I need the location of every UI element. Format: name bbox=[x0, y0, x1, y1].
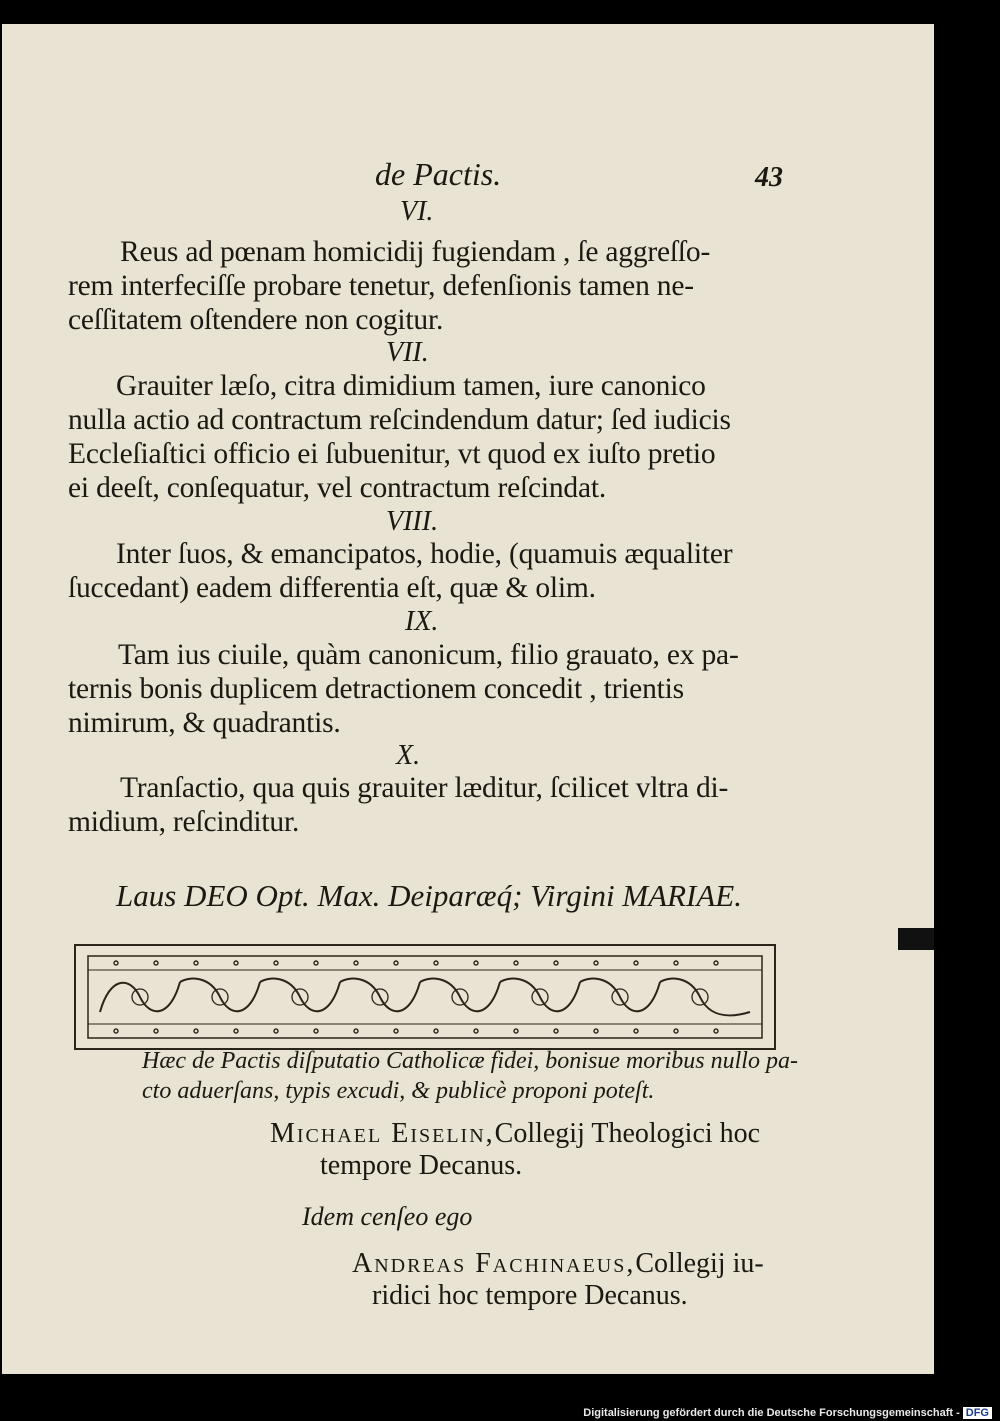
dfg-logo-icon: DFG bbox=[963, 1407, 992, 1419]
text-line: midium, reſcinditur. bbox=[68, 806, 300, 838]
text-line: ſuccedant) eadem differentia eſt, quæ & olim. bbox=[68, 572, 596, 604]
text-line: Eccleſiaſtici officio ei ſubuenitur, vt quod ex iuſto pretio bbox=[68, 438, 716, 470]
ornament-icon bbox=[76, 946, 774, 1048]
signatory-name: Michael Eiselin, bbox=[270, 1118, 495, 1149]
section-numeral: VII. bbox=[386, 337, 429, 368]
signatory-title: ridici hoc tempore Decanus. bbox=[372, 1280, 688, 1311]
page-number: 43 bbox=[755, 162, 783, 193]
section-numeral: IX. bbox=[405, 606, 439, 637]
footer-credit bbox=[583, 1407, 992, 1419]
closing-dedication: Laus DEO Opt. Max. Deiparæq́; Virgini MARIAE. bbox=[116, 878, 742, 913]
text-line: ei deeſt, conſequatur, vel contractum reſcindat. bbox=[68, 472, 607, 504]
text-line: Tranſactio, qua quis grauiter læditur, ſcilicet vltra di- bbox=[120, 772, 729, 804]
text-line: nulla actio ad contractum reſcindendum datur; ſed iudicis bbox=[68, 404, 731, 436]
text-line: ceſſitatem oſtendere non cogitur. bbox=[68, 304, 444, 336]
footer-text: Digitalisierung gefördert durch die Deutsche Forschungsgemeinschaft - bbox=[583, 1407, 960, 1419]
concurrence-line: Idem cenſeo ego bbox=[302, 1202, 473, 1231]
text-line: nimirum, & quadrantis. bbox=[68, 707, 341, 739]
text-line: Grauiter læſo, citra dimidium tamen, iure canonico bbox=[116, 370, 706, 402]
text-line: Inter ſuos, & emancipatos, hodie, (quamuis æqualiter bbox=[116, 538, 733, 570]
document-page bbox=[2, 24, 934, 1374]
signatory-title: Collegij Theologici hoc bbox=[494, 1118, 761, 1149]
ornamental-border-illustration bbox=[74, 944, 776, 1050]
section-numeral: X. bbox=[396, 740, 421, 771]
text-line: Tam ius ciuile, quàm canonicum, filio grauato, ex pa- bbox=[118, 639, 739, 671]
signatory-title: tempore Decanus. bbox=[320, 1150, 523, 1181]
text-line: rem interfeciſſe probare tenetur, defenſionis tamen ne- bbox=[68, 270, 694, 302]
imprimatur-line: Hæc de Pactis diſputatio Catholicæ fidei, bonisue moribus nullo pa- bbox=[142, 1048, 798, 1074]
text-line: ternis bonis duplicem detractionem concedit , trientis bbox=[68, 673, 684, 705]
page-tab-marker bbox=[898, 928, 934, 950]
running-title: de Pactis. bbox=[375, 156, 502, 192]
section-numeral: VIII. bbox=[386, 506, 439, 537]
imprimatur-line: cto aduerſans, typis excudi, & publicè proponi poteſt. bbox=[142, 1078, 655, 1104]
section-numeral: VI. bbox=[400, 196, 434, 227]
text-line: Reus ad pœnam homicidij fugiendam , ſe aggreſſo- bbox=[120, 236, 711, 268]
signature-1 bbox=[270, 1118, 760, 1150]
signature-2 bbox=[352, 1248, 764, 1280]
signatory-title: Collegij iu- bbox=[635, 1248, 764, 1279]
signatory-name: Andreas Fachinaeus, bbox=[352, 1248, 636, 1279]
